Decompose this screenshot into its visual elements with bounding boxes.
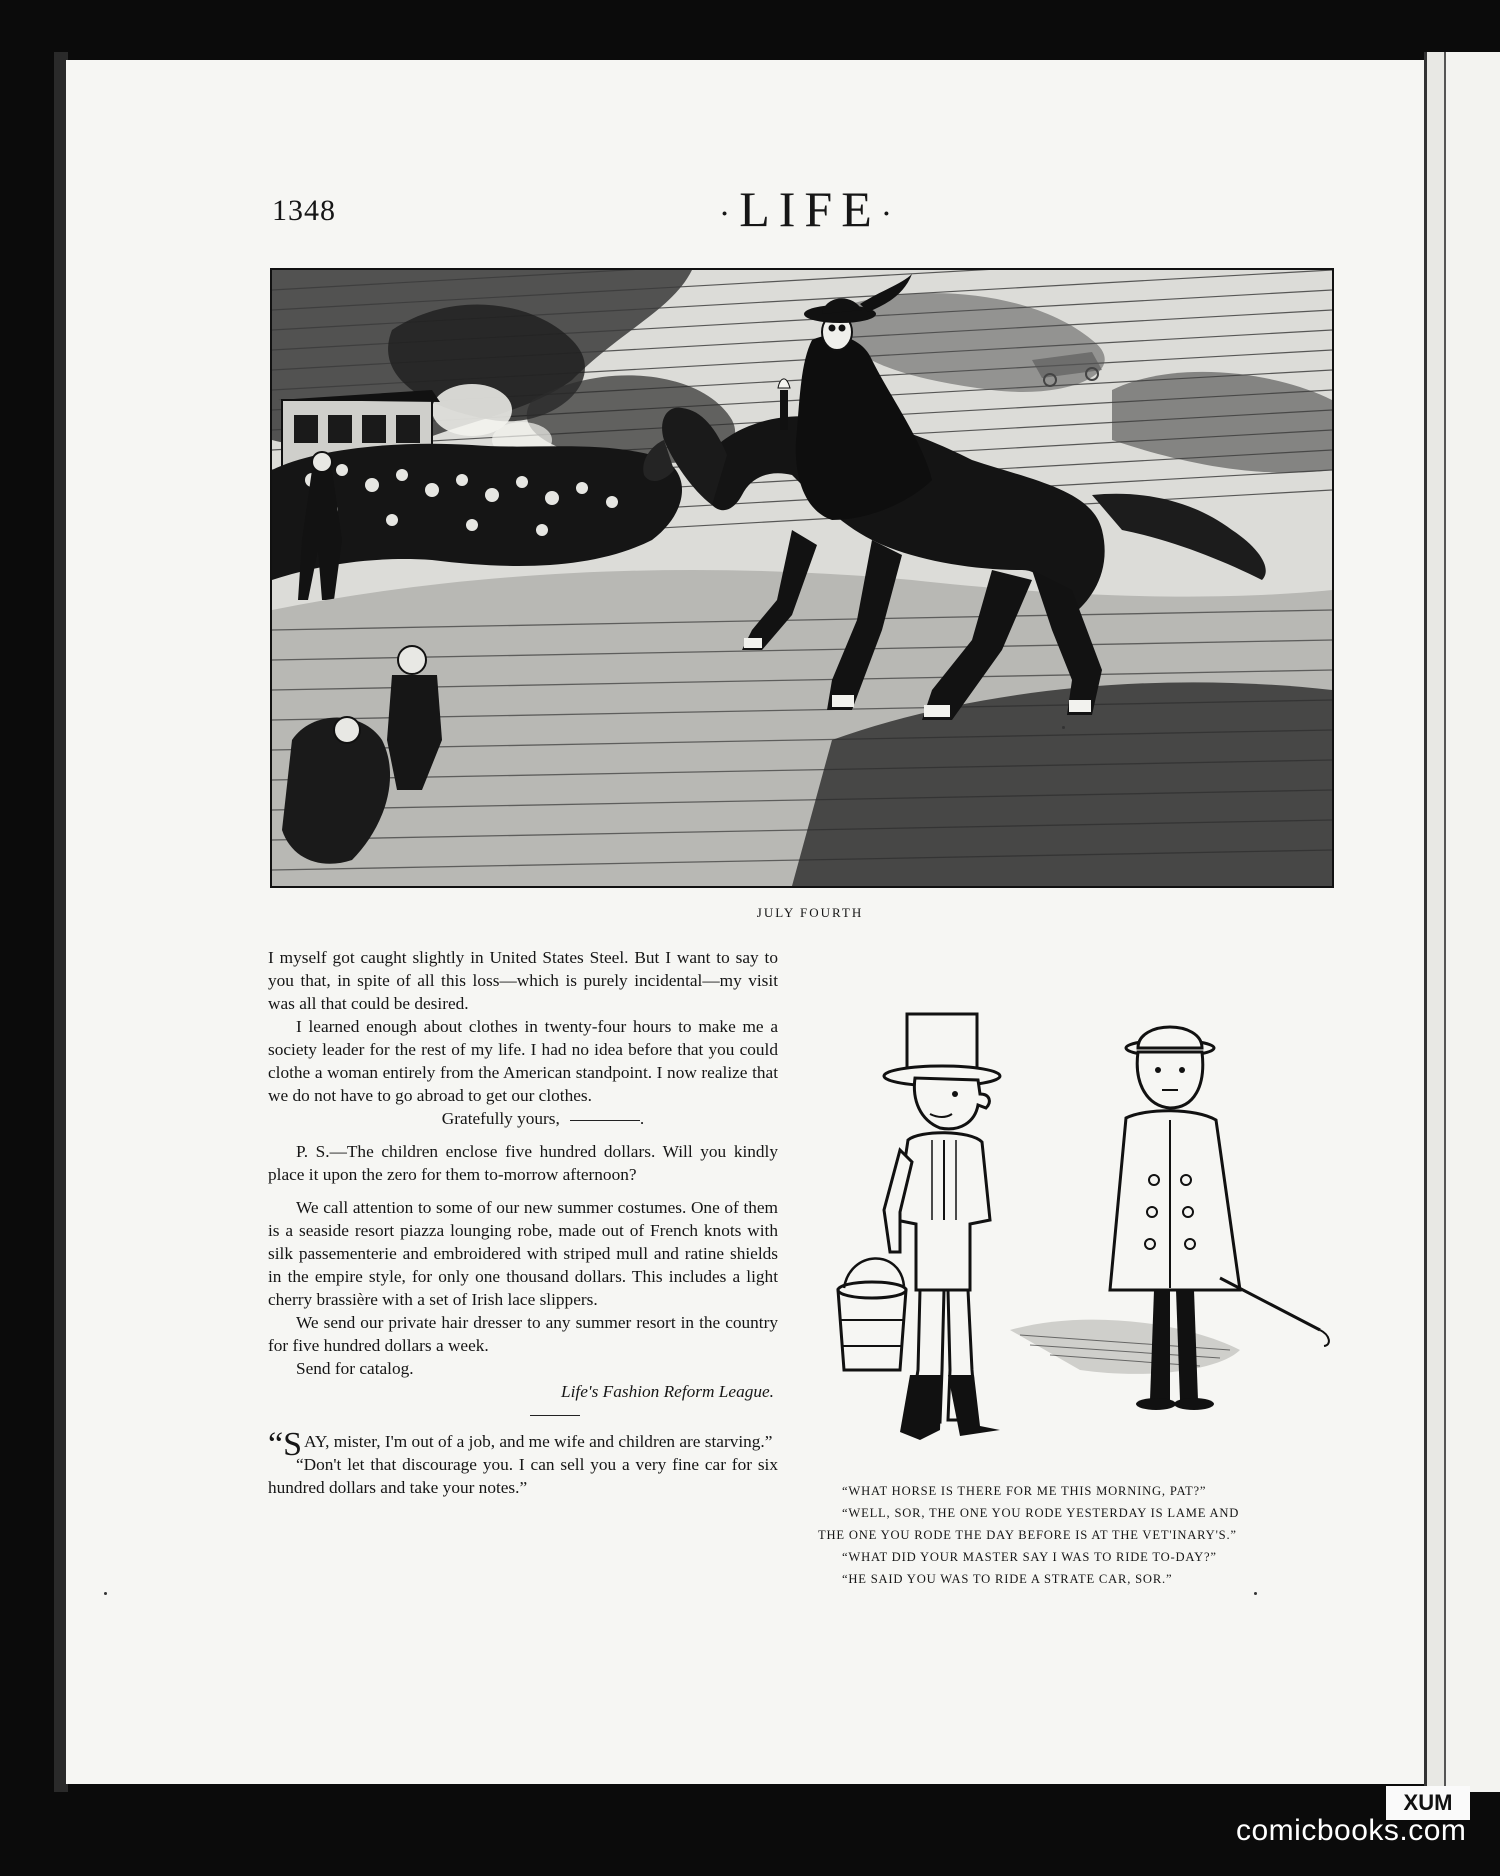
masthead-title: LIFE — [739, 181, 881, 237]
paragraph-steel: I myself got caught slightly in United States Steel. But I want to say to you that, in spite of all this loss—which is purely incidental—my visit was all that could be desired. — [268, 948, 778, 1013]
watermark-badge: XUM — [1386, 1786, 1470, 1820]
signature-league: Life's Fashion Reform League. — [561, 1382, 774, 1401]
july-fourth-illustration — [270, 268, 1334, 888]
watermark-site: comicbooks.com — [1236, 1814, 1467, 1847]
caption-line-3: THE ONE YOU RODE THE DAY BEFORE IS AT THE VET'INARY'S.” — [818, 1528, 1237, 1542]
paragraph-catalog: Send for catalog. — [296, 1359, 414, 1378]
closing-text: Gratefully yours, — [441, 1109, 560, 1128]
joke-paragraph — [268, 1426, 778, 1463]
section-divider — [530, 1415, 580, 1416]
next-page-edge-inner — [1444, 52, 1500, 1792]
closing-line: Gratefully yours, . — [441, 1109, 645, 1128]
paragraph-clothes: I learned enough about clothes in twenty-four hours to make me a society leader for the rest of my life. I had no idea before that you could clothe a woman entirely from the American standpoint. I now realize that we do not have to go abroad to get our clothes. — [268, 1017, 778, 1105]
caption-line-5: “HE SAID YOU WAS TO RIDE A STRATE CAR, SOR.” — [842, 1572, 1173, 1586]
page-number: 1348 — [272, 194, 336, 227]
paragraph-ps: P. S.—The children enclose five hundred dollars. Will you kindly place it upon the zero for them to-morrow afternoon? — [268, 1142, 778, 1184]
paragraph-hair-dresser: We send our private hair dresser to any summer resort in the country for five hundred dollars a week. — [268, 1313, 778, 1355]
cartoon-caption-column — [818, 1480, 1338, 1590]
left-text-column — [268, 946, 778, 1499]
signature-blank — [570, 1119, 640, 1121]
illustration-caption: JULY FOURTH — [756, 905, 864, 920]
caption-line-4: “WHAT DID YOUR MASTER SAY I WAS TO RIDE TO-DAY?” — [842, 1550, 1217, 1564]
paragraph-costumes: We call attention to some of our new summer costumes. One of them is a seaside resort piazza lounging robe, made out of French knots with silk passementerie and embroidered with striped mull and ratine shields in the empire style, for only one thousand dollars. This includes a light cherry brassière with a set of Irish lace slippers. — [268, 1198, 778, 1309]
ink-speck — [1254, 1592, 1257, 1595]
joke-line-2: “Don't let that discourage you. I can sell you a very fine car for six hundred dollars and take your notes.” — [268, 1455, 778, 1497]
caption-line-2: “WELL, SOR, THE ONE YOU RODE YESTERDAY IS LAME AND — [842, 1506, 1240, 1520]
dropcap: “S — [268, 1426, 303, 1463]
ink-speck — [1062, 726, 1065, 729]
caption-line-1: “WHAT HORSE IS THERE FOR ME THIS MORNING, PAT?” — [842, 1484, 1207, 1498]
joke-line-1: AY, mister, I'm out of a job, and me wife and children are starving.” — [304, 1432, 773, 1451]
masthead: ·LIFE· — [718, 181, 902, 237]
groom-cartoon-illustration — [820, 990, 1420, 1480]
ink-speck — [104, 1592, 107, 1595]
